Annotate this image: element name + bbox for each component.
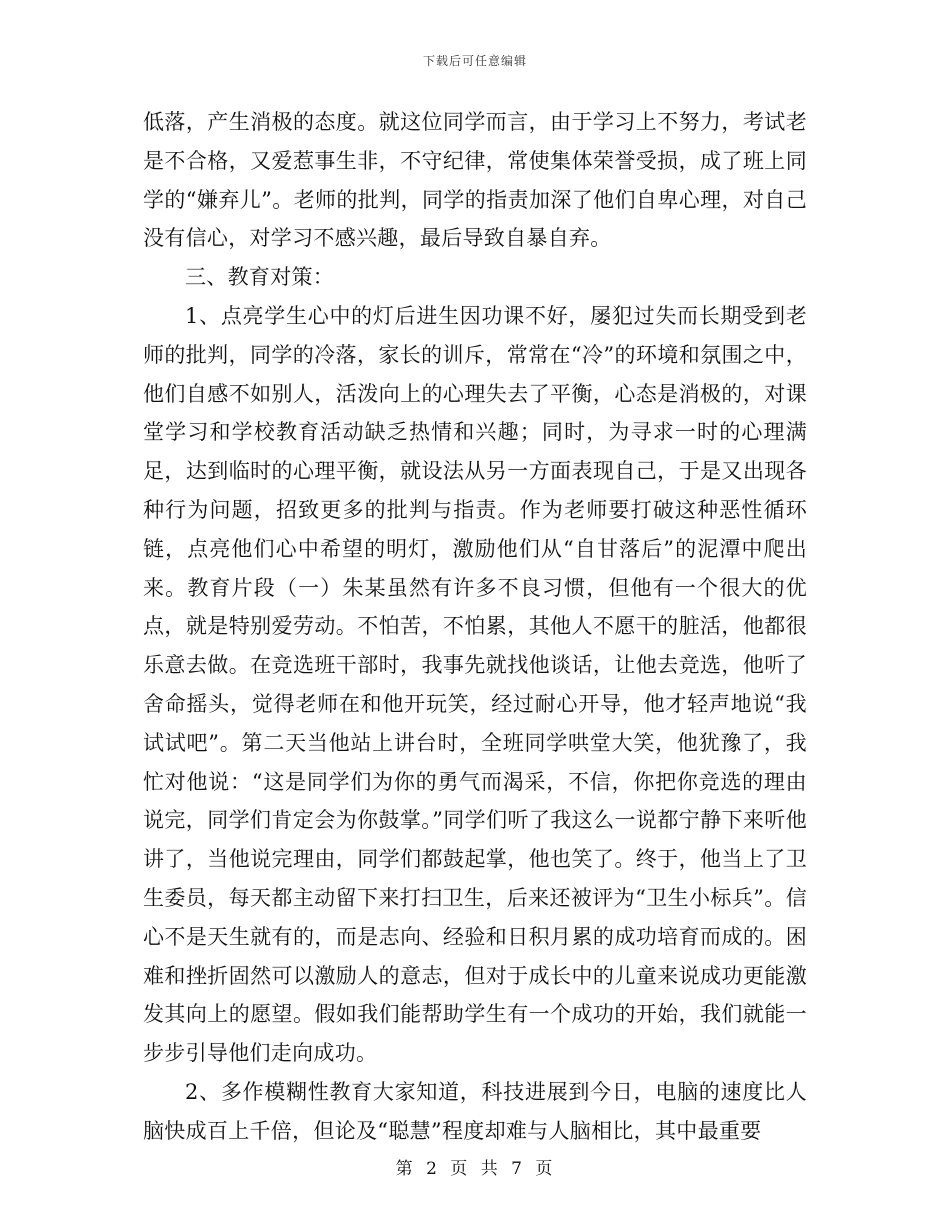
footer-label-unit2: 页: [535, 1159, 555, 1179]
document-body: [143, 103, 807, 1151]
footer-label-total: 共: [480, 1159, 500, 1179]
header-text: 下载后可任意编辑: [422, 54, 527, 68]
footer-label-unit: 页: [450, 1159, 470, 1179]
paragraph-continuation: 低落，产生消极的态度。就这位同学而言，由于学习上不努力，考试老是不合格，又爱惹事生非，不守纪律，常使集体荣誉受损，成了班上同学的“嫌弃儿”。老师的批判，同学的指责加深了他们自卑心理，对自己没有信心，对学习不感兴趣，最后导致自暴自弃。: [143, 110, 807, 251]
footer-current-page: 2: [426, 1159, 439, 1179]
paragraph-strategy-2: 2、多作模糊性教育大家知道，科技进展到今日，电脑的速度比人脑快成百上千倍，但论及“聪慧”程度却难与人脑相比，其中最重要: [143, 1079, 807, 1143]
paragraph-strategy-1: 1、点亮学生心中的灯后进生因功课不好，屡犯过失而长期受到老师的批判，同学的冷落，家长的训斥，常常在“冷”的环境和氛围之中，他们自感不如别人，活泼向上的心理失去了平衡，心态是消极的，对课堂学习和学校教育活动缺乏热情和兴趣；同时，为寻求一时的心理满足，达到临时的心理平衡，就设法从另一方面表现自己，于是又出现各种行为问题，招致更多的批判与指责。作为老师要打破这种恶性循环链，点亮他们心中希望的明灯，激励他们从“自甘落后”的泥潭中爬出来。教育片段（一）朱某虽然有许多不良习惯，但他有一个很大的优点，就是特别爱劳动。不怕苦，不怕累，其他人不愿干的脏活，他都很乐意去做。在竞选班干部时，我事先就找他谈话，让他去竞选，他听了舍命摇头，觉得老师在和他开玩笑，经过耐心开导，他才轻声地说“我试试吧”。第二天当他站上讲台时，全班同学哄堂大笑，他犹豫了，我忙对他说：“这是同学们为你的勇气而渴采，不信，你把你竞选的理由说完，同学们肯定会为你鼓掌。”同学们听了我这么一说都宁静下来听他讲了，当他说完理由，同学们都鼓起掌，他也笑了。终于，他当上了卫生委员，每天都主动留下来打扫卫生，后来还被评为“卫生小标兵”。信心不是天生就有的，而是志向、经验和日积月累的成功培育而成的。困难和挫折固然可以激励人的意志，但对于成长中的儿童来说成功更能激发其向上的愿望。假如我们能帮助学生有一个成功的开始，我们就能一步步引导他们走向成功。: [143, 303, 807, 1066]
page-footer: [0, 1154, 950, 1179]
footer-label-page: 第: [395, 1159, 415, 1179]
section-heading-strategies: 三、教育对策：: [185, 265, 335, 290]
footer-total-pages: 7: [511, 1159, 524, 1179]
page-header: [0, 52, 950, 69]
